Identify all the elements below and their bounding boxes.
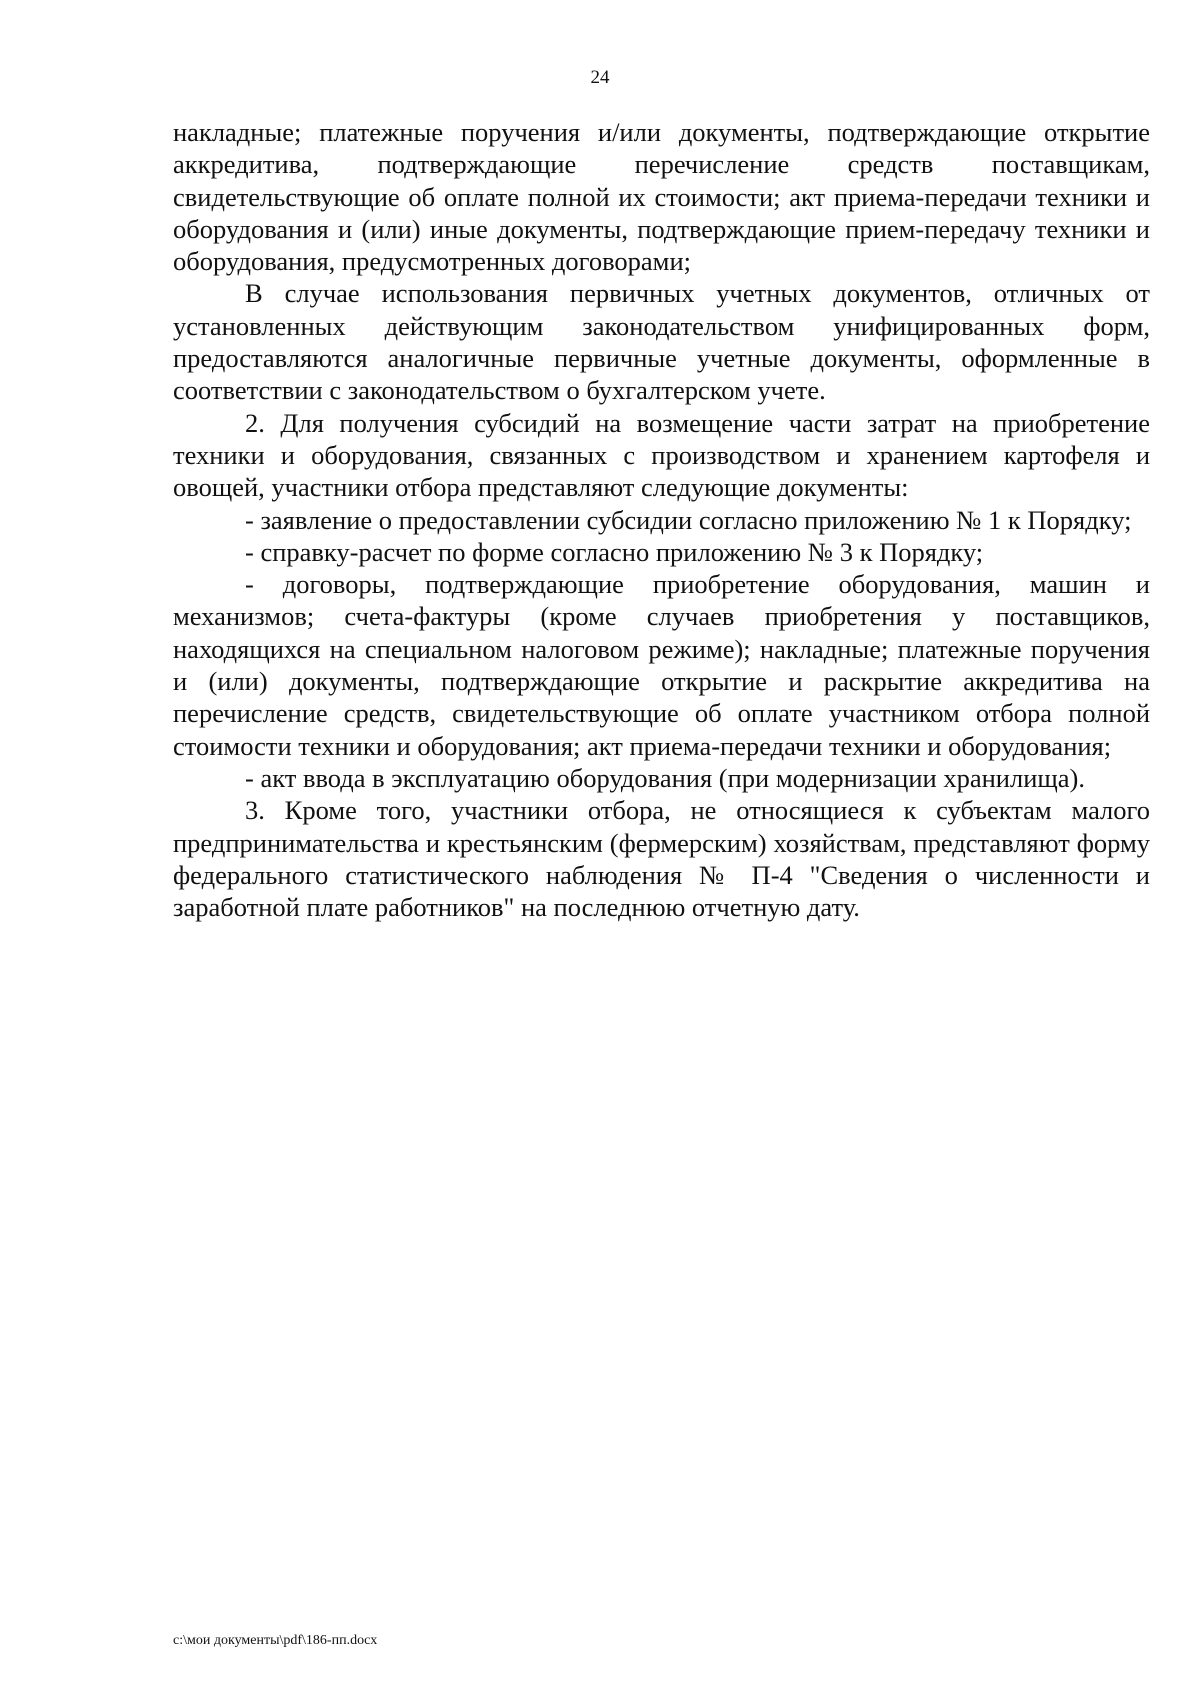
document-body xyxy=(173,116,1150,923)
paragraph-7: - акт ввода в эксплуатацию оборудования (при модернизации хранилища). xyxy=(245,762,1085,793)
paragraph-6: - договоры, подтверждающие приобретение оборудования, машин и механизмов; счета-фактуры (кроме случаев приобретения у поставщиков, находящихся на специальном налоговом режиме); накладные; платежные поручения и (или) документы, подтверждающие открытие и раскрытие аккредитива на перечисление средств, свидетельствующие об оплате участником отбора полной стоимости техники и оборудования; акт приема-передачи техники и оборудования; xyxy=(173,569,1150,761)
paragraph-1: накладные; платежные поручения и/или документы, подтверждающие открытие аккредитива, подтверждающие перечисление средств поставщикам, свидетельствующие об оплате полной их стоимости; акт приема-передачи техники и оборудования и (или) иные документы, подтверждающие прием-передачу техники и оборудования, предусмотренных договорами; xyxy=(173,117,1150,277)
paragraph-2: В случае использования первичных учетных документов, отличных от установленных действующим законодательством унифицированных форм, предоставляются аналогичные первичные учетные документы, оформленные в соответствии с законодательством о бухгалтерском учете. xyxy=(173,278,1150,406)
paragraph-3: 2. Для получения субсидий на возмещение части затрат на приобретение техники и оборудования, связанных с производством и хранением картофеля и овощей, участники отбора представляют следующие документы: xyxy=(173,407,1150,503)
page-number: 24 xyxy=(590,67,610,88)
paragraph-8: 3. Кроме того, участники отбора, не относящиеся к субъектам малого предпринимательства и крестьянским (фермерским) хозяйствам, представляют форму федерального статистического наблюдения № П-4 "Сведения о численности и заработной плате работников" на последнюю отчетную дату. xyxy=(173,795,1150,923)
paragraph-5: - справку-расчет по форме согласно приложению № 3 к Порядку; xyxy=(245,536,984,567)
footer-file-path: c:\мои документы\pdf\186-пп.docx xyxy=(173,1633,378,1648)
paragraph-4: - заявление о предоставлении субсидии согласно приложению № 1 к Порядку; xyxy=(245,504,1132,535)
